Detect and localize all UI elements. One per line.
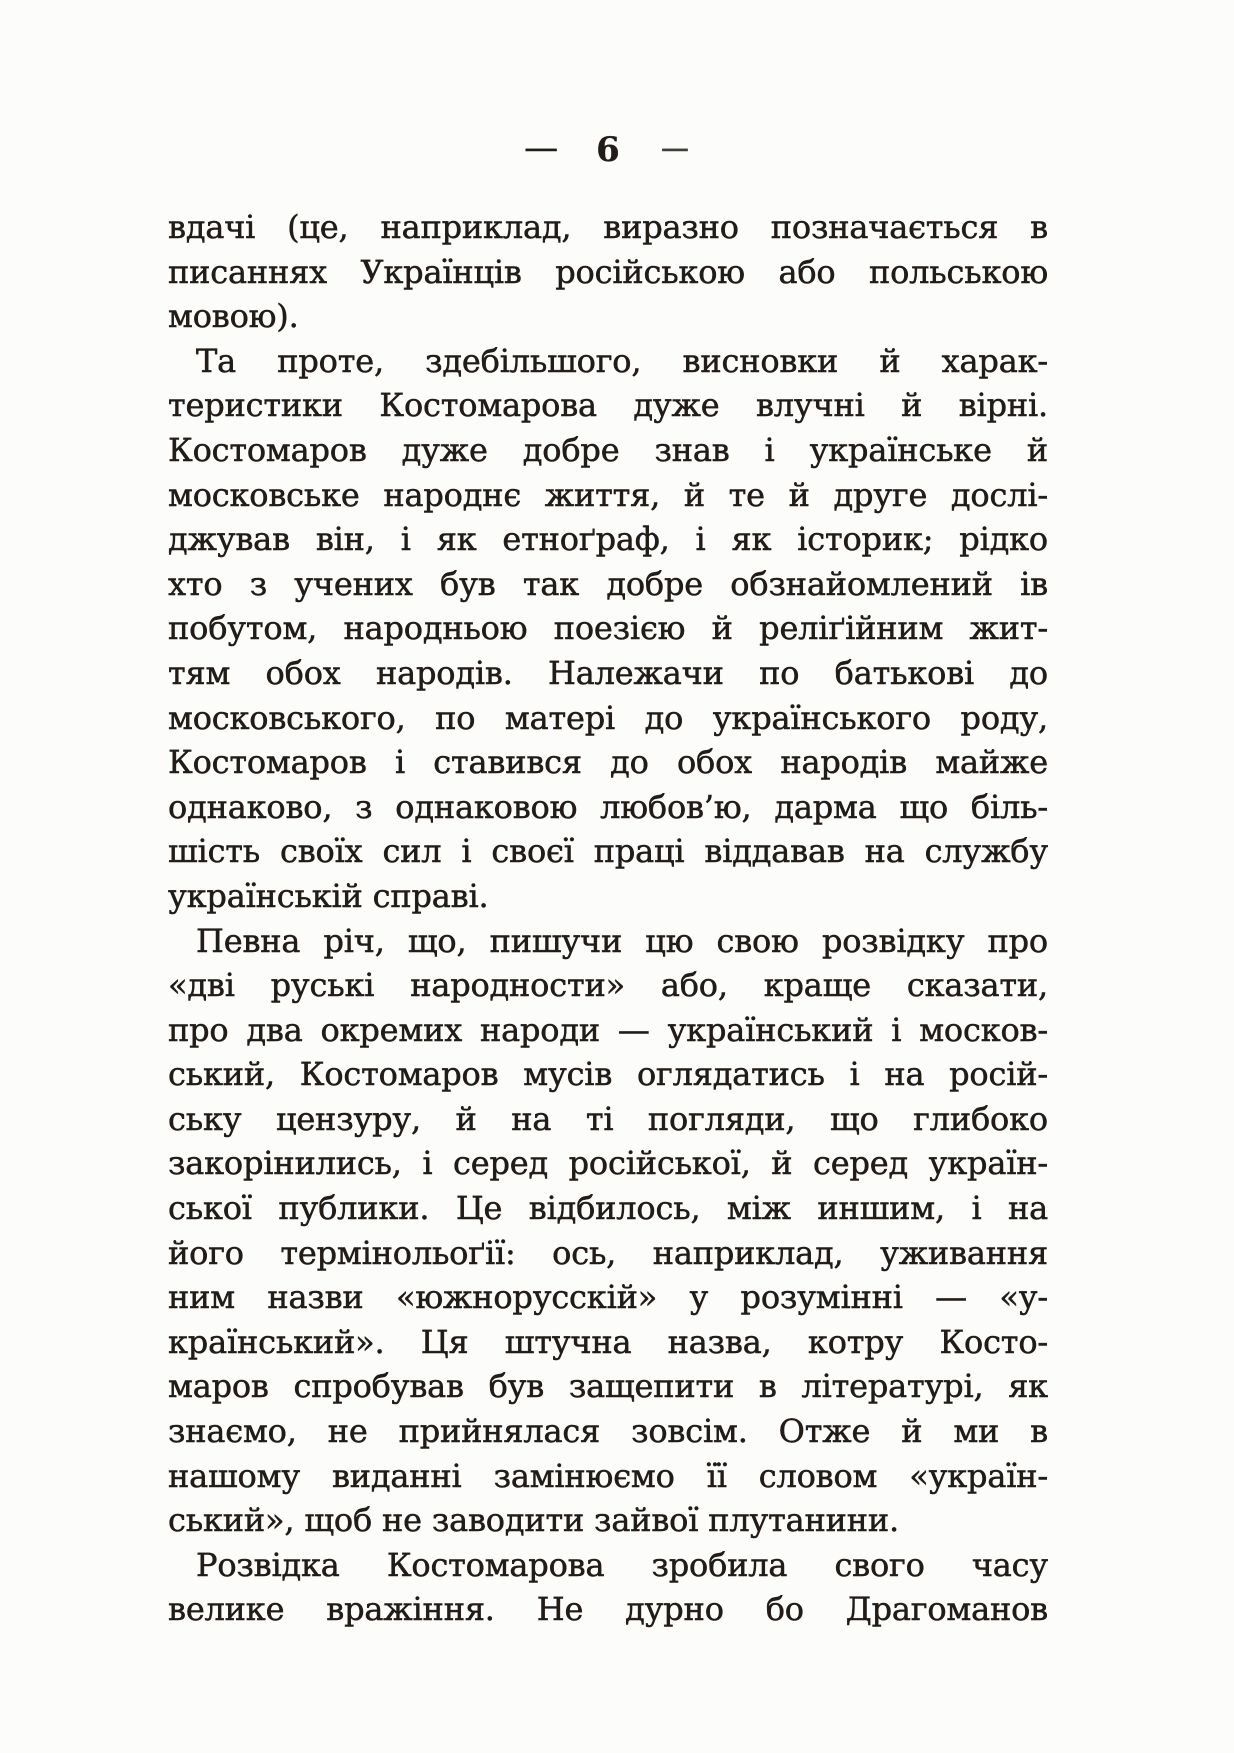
text-line: Певна річ, що, пишучи цю свою розвідку про bbox=[196, 921, 1048, 960]
text-line: джував він, і як етноґраф, і як історик; рідко bbox=[168, 520, 1048, 559]
text-line: велике вражіння. Не дурно бо Драгоманов bbox=[168, 1590, 1048, 1629]
text-line: країнський». Ця штучна назва, котру Косто- bbox=[168, 1322, 1048, 1361]
paragraph bbox=[168, 339, 1048, 919]
text-line: вдачі (це, наприклад, виразно позначається в bbox=[168, 208, 1048, 246]
paragraph bbox=[168, 205, 1048, 339]
text-line: шість своїх сил і своєї праці віддавав на службу bbox=[168, 832, 1048, 871]
text-line: українській справі. bbox=[168, 876, 489, 915]
text-line: теристики Костомарова дуже влучні й вірні. bbox=[168, 386, 1048, 425]
page-number-value: 6 bbox=[596, 130, 620, 170]
text-block bbox=[168, 205, 1048, 1632]
text-line: московське народнє життя, й те й друге дослі- bbox=[168, 475, 1048, 514]
text-line: його термінольоґії: ось, наприклад, уживання bbox=[168, 1233, 1048, 1272]
text-line: ську цензуру, й на ті погляди, що глибоко bbox=[168, 1099, 1048, 1138]
text-line: однаково, з однаковою любов’ю, дарма що біль- bbox=[168, 787, 1048, 826]
page-number bbox=[168, 130, 1048, 170]
paragraph bbox=[168, 1543, 1048, 1632]
text-line: мовою). bbox=[168, 297, 299, 336]
text-line: нашому виданні замінюємо її словом «україн- bbox=[168, 1456, 1048, 1495]
text-line: ним назви «южнорусскій» у розумінні — «у- bbox=[168, 1278, 1048, 1317]
text-line: тям обох народів. Належачи по батькові до bbox=[168, 653, 1048, 692]
text-line: московського, по матері до українського роду, bbox=[168, 698, 1048, 737]
text-line: хто з учених був так добре обзнайомлений ів bbox=[168, 564, 1048, 603]
text-line: ський, Костомаров мусів оглядатись і на росій- bbox=[168, 1055, 1048, 1094]
text-line: закорінились, і серед російської, й серед україн- bbox=[168, 1144, 1048, 1183]
text-line: ської публики. Це відбилось, між иншим, і на bbox=[168, 1189, 1048, 1228]
text-line: маров спробував був защепити в літературі, як bbox=[168, 1367, 1048, 1406]
text-line: знаємо, не прийнялася зовсім. Отже й ми в bbox=[168, 1412, 1048, 1451]
text-line: «дві руські народности» або, краще сказати, bbox=[168, 966, 1048, 1005]
text-line: про два окремих народи — український і москов- bbox=[168, 1010, 1048, 1049]
page-number-dash-right: — bbox=[660, 128, 689, 168]
text-line: Костомаров дуже добре знав і українське й bbox=[168, 430, 1048, 469]
text-line: писаннях Українців російською або польською bbox=[168, 252, 1048, 291]
text-line: Костомаров і ставився до обох народів майже bbox=[168, 743, 1048, 782]
text-line: побутом, народньою поезією й реліґійним жит- bbox=[168, 609, 1048, 648]
paragraph bbox=[168, 919, 1048, 1543]
text-line: ський», щоб не заводити зайвої плутанини. bbox=[168, 1501, 899, 1540]
page-number-dash-left: — bbox=[524, 128, 559, 168]
text-line: Та проте, здебільшого, висновки й харак- bbox=[196, 341, 1048, 380]
text-line: Розвідка Костомарова зробила свого часу bbox=[196, 1545, 1048, 1584]
